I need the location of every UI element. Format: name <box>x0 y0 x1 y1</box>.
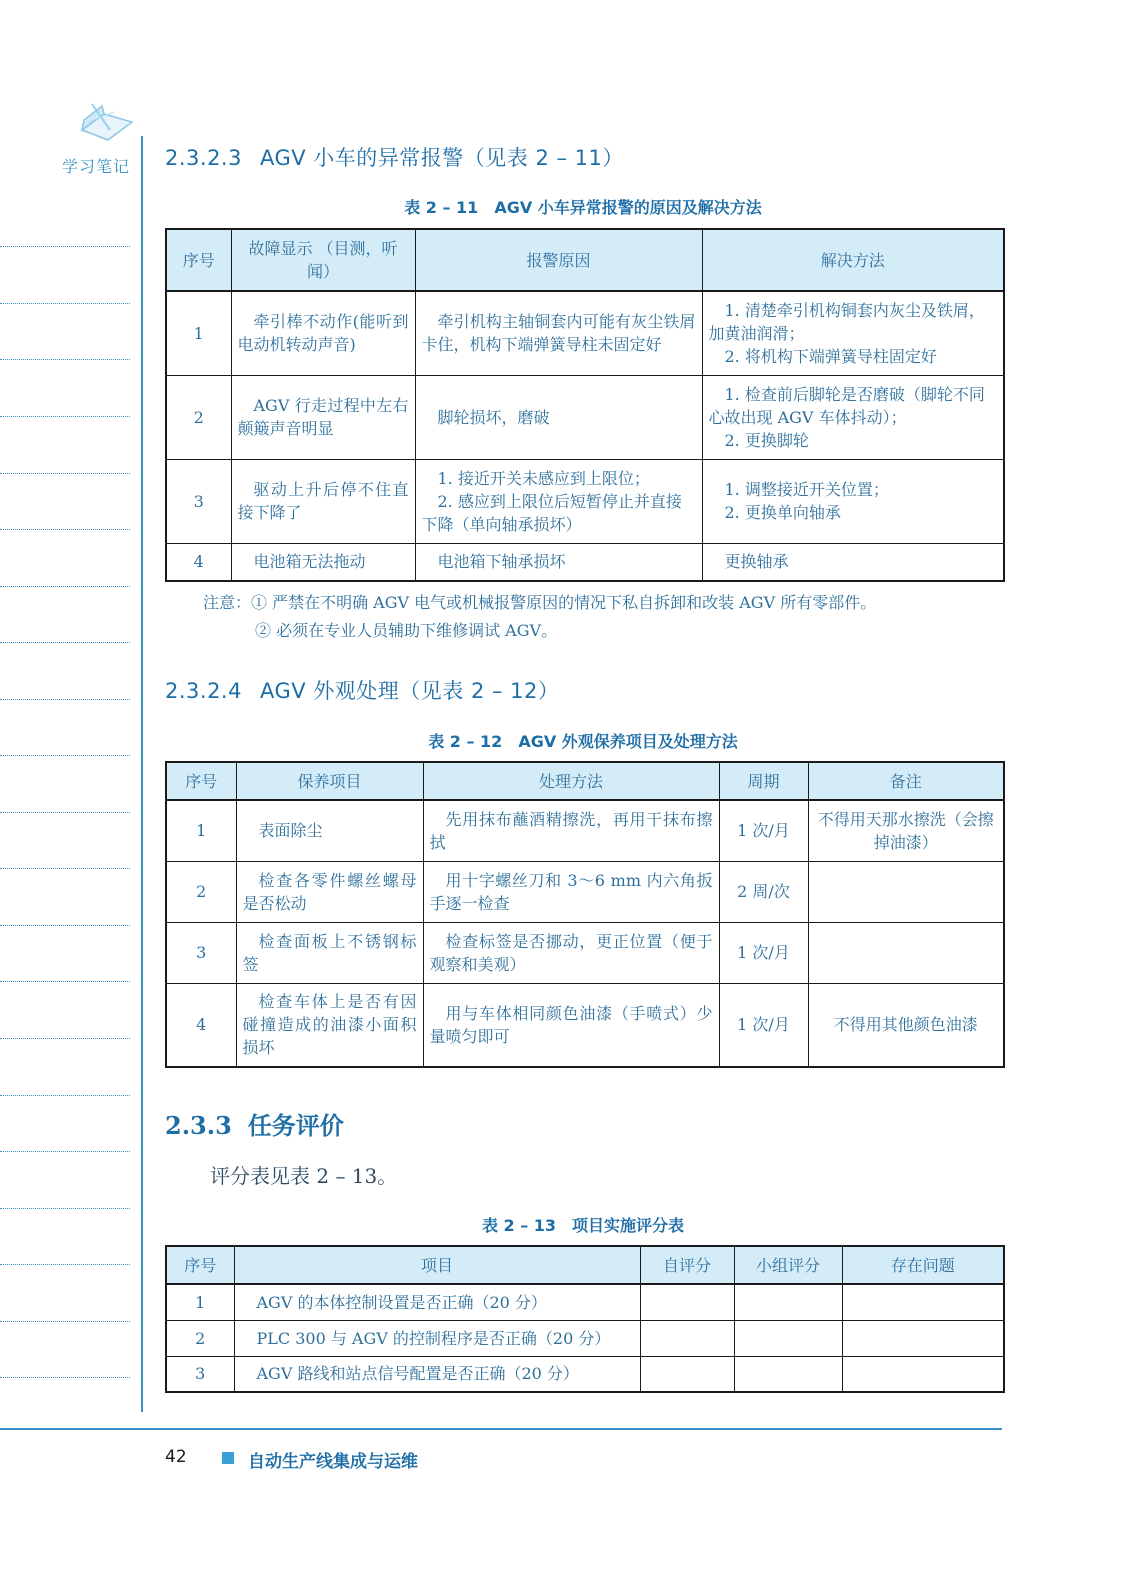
margin-divider <box>141 136 143 1412</box>
note-line <box>0 303 130 304</box>
symptom-cell: 驱动上升后停不住直接下降了 <box>231 459 415 543</box>
group-score-cell <box>734 1284 842 1320</box>
remark-cell: 不得用其他颜色油漆 <box>808 983 1004 1067</box>
table-caption-2-13: 表 2 – 13 项目实施评分表 <box>481 1216 685 1235</box>
header-cell: 自评分 <box>640 1246 734 1284</box>
section-heading-2-3-3 <box>165 1106 344 1141</box>
symptom-cell: 牵引棒不动作(能听到电动机转动声音) <box>231 291 415 375</box>
note-line-2: ② 必须在专业人员辅助下维修调试 AGV。 <box>255 621 558 640</box>
note-line <box>0 529 130 530</box>
header-cell: 周期 <box>719 762 808 800</box>
note-line <box>0 416 130 417</box>
header-cell: 序号 <box>166 762 236 800</box>
note-line <box>0 642 130 643</box>
header-cell: 处理方法 <box>423 762 719 800</box>
self-score-cell <box>640 1284 734 1320</box>
solution-cell <box>702 459 1004 543</box>
section-heading-2-3-2-3 <box>165 142 624 172</box>
table-row <box>166 291 1004 375</box>
note-line <box>0 1321 130 1322</box>
remark-cell <box>808 922 1004 983</box>
note-line <box>0 359 130 360</box>
solution-cell: 更换轴承 <box>702 543 1004 581</box>
table-row <box>166 459 1004 543</box>
method-cell: 用与车体相同颜色油漆（手喷式）少量喷匀即可 <box>423 983 719 1067</box>
footer-divider <box>0 1428 1002 1430</box>
row-number: 3 <box>166 459 231 543</box>
self-score-cell <box>640 1320 734 1356</box>
section-number: 2.3.3 <box>165 1111 232 1140</box>
solution-line: 1. 清楚牵引机构铜套内灰尘及铁屑，加黄油润滑； <box>708 300 985 343</box>
footer-square-icon <box>222 1452 234 1464</box>
cause-line: 2. 感应到上限位后短暂停止并直接下降（单向轴承损坏） <box>421 491 682 534</box>
period-cell: 1 次/月 <box>719 983 808 1067</box>
cause-line: 1. 接近开关未感应到上限位； <box>437 468 650 488</box>
section-title: AGV 小车的异常报警（见表 2 – 11） <box>259 146 624 170</box>
item-cell: PLC 300 与 AGV 的控制程序是否正确（20 分） <box>234 1320 640 1356</box>
remark-cell <box>808 861 1004 922</box>
table-caption-2-11: 表 2 – 11 AGV 小车异常报警的原因及解决方法 <box>404 198 762 217</box>
table-caption-2-12: 表 2 – 12 AGV 外观保养项目及处理方法 <box>428 732 738 751</box>
section-title: 任务评价 <box>247 1111 344 1140</box>
table-row <box>166 800 1004 861</box>
row-number: 3 <box>166 922 236 983</box>
row-number: 2 <box>166 1320 234 1356</box>
item-cell: 检查车体上是否有因碰撞造成的油漆小面积损坏 <box>236 983 423 1067</box>
note-line <box>0 1208 130 1209</box>
header-cell: 序号 <box>166 1246 234 1284</box>
note-line <box>0 246 130 247</box>
method-cell: 检查标签是否挪动，更正位置（便于观察和美观） <box>423 922 719 983</box>
section-number: 2.3.2.3 <box>165 146 242 170</box>
note-line <box>0 699 130 700</box>
section-number: 2.3.2.4 <box>165 679 242 703</box>
note-line <box>0 1095 130 1096</box>
table-row <box>166 922 1004 983</box>
cause-cell: 牵引机构主轴铜套内可能有灰尘铁屑卡住，机构下端弹簧导柱未固定好 <box>415 291 702 375</box>
solution-line: 2. 将机构下端弹簧导柱固定好 <box>724 346 937 366</box>
header-cell: 报警原因 <box>415 229 702 291</box>
item-cell: 检查面板上不锈钢标签 <box>236 922 423 983</box>
note-line <box>0 1264 130 1265</box>
table-row <box>166 543 1004 581</box>
header-line: （目测，听闻） <box>306 239 398 281</box>
item-cell: 检查各零件螺丝螺母是否松动 <box>236 861 423 922</box>
note-line <box>0 755 130 756</box>
table-row <box>166 1284 1004 1320</box>
row-number: 1 <box>166 291 231 375</box>
header-line: 故障显示 <box>248 239 313 258</box>
table-header-row <box>166 229 1004 291</box>
note-line <box>0 868 130 869</box>
row-number: 2 <box>166 861 236 922</box>
cause-cell: 脚轮损坏，磨破 <box>415 375 702 459</box>
row-number: 2 <box>166 375 231 459</box>
table-2-12 <box>165 761 1005 1068</box>
solution-line: 1. 调整接近开关位置； <box>724 480 889 499</box>
row-number: 3 <box>166 1356 234 1392</box>
item-cell: AGV 路线和站点信号配置是否正确（20 分） <box>234 1356 640 1392</box>
table-row <box>166 1320 1004 1356</box>
header-cell: 解决方法 <box>702 229 1004 291</box>
header-cell: 项目 <box>234 1246 640 1284</box>
note-line <box>0 1038 130 1039</box>
table-row <box>166 861 1004 922</box>
item-cell: 表面除尘 <box>236 800 423 861</box>
section-title: AGV 外观处理（见表 2 – 12） <box>259 679 560 703</box>
row-number: 4 <box>166 543 231 581</box>
page-number: 42 <box>165 1447 187 1467</box>
note-line <box>0 1151 130 1152</box>
table-row <box>166 1356 1004 1392</box>
table-header-row <box>166 762 1004 800</box>
remark-cell: 不得用天那水擦洗（会擦掉油漆） <box>808 800 1004 861</box>
table-header-row <box>166 1246 1004 1284</box>
row-number: 4 <box>166 983 236 1067</box>
solution-line: 2. 更换脚轮 <box>724 430 809 450</box>
cause-cell <box>415 459 702 543</box>
table-row <box>166 983 1004 1067</box>
self-score-cell <box>640 1356 734 1392</box>
item-cell: AGV 的本体控制设置是否正确（20 分） <box>234 1284 640 1320</box>
note-line <box>0 981 130 982</box>
header-cell: 序号 <box>166 229 231 291</box>
notes-label: 学习笔记 <box>62 157 131 176</box>
period-cell: 1 次/月 <box>719 800 808 861</box>
cause-cell: 电池箱下轴承损坏 <box>415 543 702 581</box>
period-cell: 2 周/次 <box>719 861 808 922</box>
note-line-1: 注意：① 严禁在不明确 AGV 电气或机械报警原因的情况下私自拆卸和改装 AGV 所有零部件。 <box>203 593 877 612</box>
row-number: 1 <box>166 800 236 861</box>
header-cell: 保养项目 <box>236 762 423 800</box>
issues-cell <box>842 1356 1004 1392</box>
solution-line: 2. 更换单向轴承 <box>724 503 841 522</box>
safety-note <box>203 589 876 645</box>
issues-cell <box>842 1284 1004 1320</box>
solution-cell <box>702 375 1004 459</box>
method-cell: 用十字螺丝刀和 3～6 mm 内六角扳手逐一检查 <box>423 861 719 922</box>
header-cell: 备注 <box>808 762 1004 800</box>
note-line <box>0 925 130 926</box>
book-title: 自动生产线集成与运维 <box>248 1452 418 1472</box>
solution-line: 1. 检查前后脚轮是否磨破（脚轮不同心故出现 AGV 车体抖动）； <box>708 384 985 427</box>
symptom-cell: AGV 行走过程中左右颠簸声音明显 <box>231 375 415 459</box>
table-2-13 <box>165 1245 1005 1393</box>
header-cell: 小组评分 <box>734 1246 842 1284</box>
row-number: 1 <box>166 1284 234 1320</box>
section-heading-2-3-2-4 <box>165 675 559 705</box>
group-score-cell <box>734 1320 842 1356</box>
method-cell: 先用抹布蘸酒精擦洗，再用干抹布擦拭 <box>423 800 719 861</box>
issues-cell <box>842 1320 1004 1356</box>
symptom-cell: 电池箱无法拖动 <box>231 543 415 581</box>
header-cell <box>231 229 415 291</box>
table-row <box>166 375 1004 459</box>
period-cell: 1 次/月 <box>719 922 808 983</box>
note-line <box>0 473 130 474</box>
note-line <box>0 1377 130 1378</box>
solution-cell <box>702 291 1004 375</box>
note-line <box>0 812 130 813</box>
group-score-cell <box>734 1356 842 1392</box>
header-cell: 存在问题 <box>842 1246 1004 1284</box>
body-paragraph: 评分表见表 2 – 13。 <box>210 1164 398 1188</box>
note-line <box>0 586 130 587</box>
notebook-icon <box>74 100 136 150</box>
table-2-11 <box>165 228 1005 582</box>
